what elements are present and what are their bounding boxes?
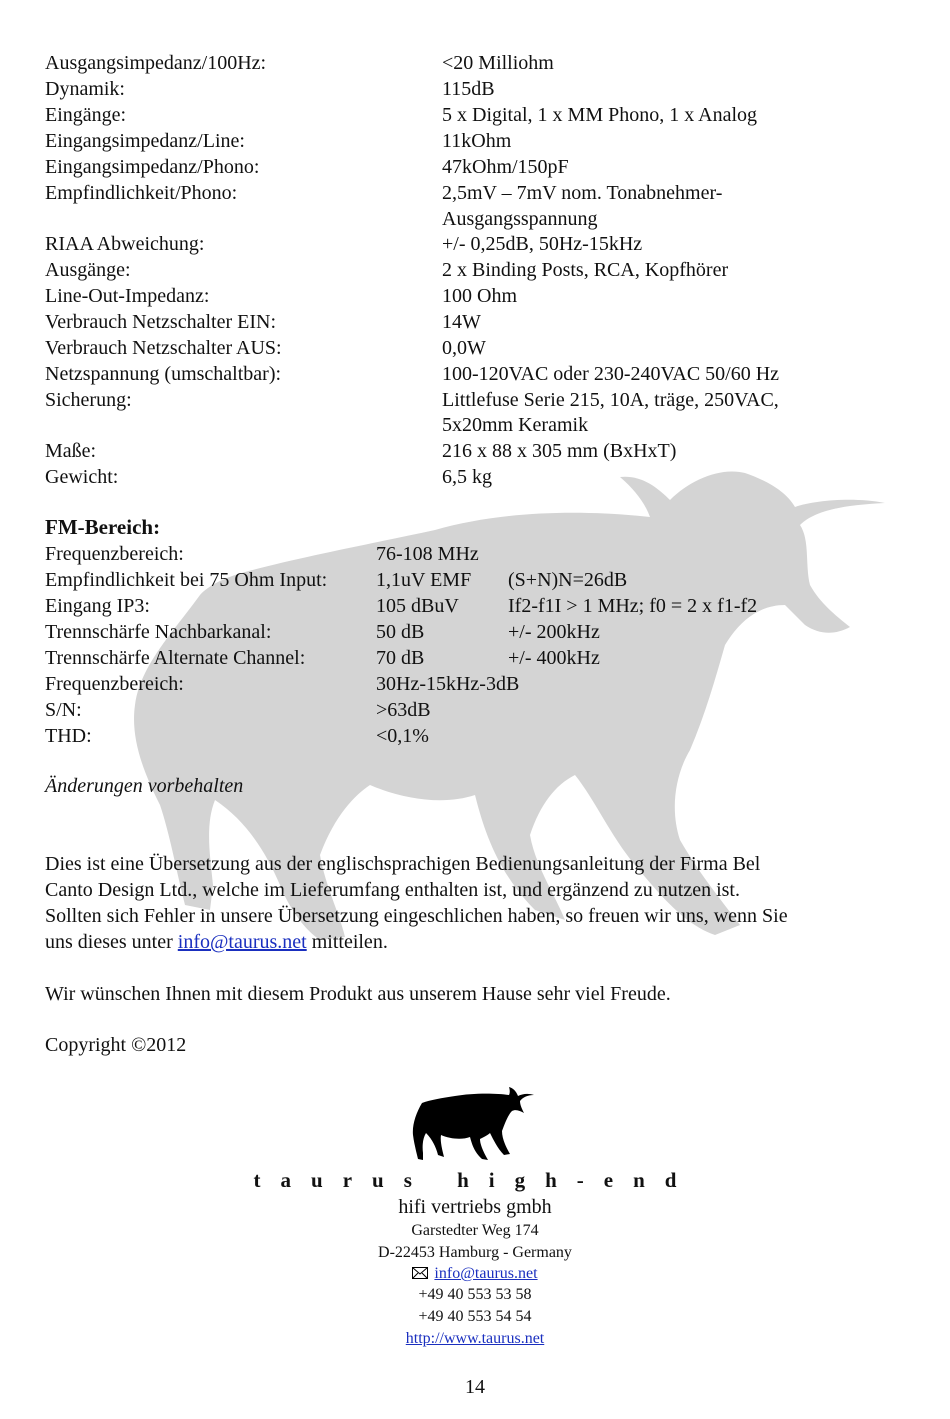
- address-street: Garstedter Weg 174: [411, 1222, 539, 1239]
- spec-value: 216 x 88 x 305 mm (BxHxT): [442, 440, 677, 462]
- paragraph-text: uns dieses unter: [45, 931, 178, 953]
- fm-label: S/N:: [45, 699, 82, 721]
- spec-value: 11kOhm: [442, 130, 512, 152]
- contact-email-link[interactable]: info@taurus.net: [434, 1265, 538, 1282]
- spec-label: Eingangsimpedanz/Phono:: [45, 156, 260, 178]
- fm-value: >63dB: [376, 699, 431, 721]
- spec-label: Maße:: [45, 440, 97, 462]
- email-link[interactable]: info@taurus.net: [177, 931, 307, 953]
- contact-email-row: [0, 1263, 950, 1284]
- fm-label: Frequenzbereich:: [45, 543, 184, 565]
- spec-label: Eingangsimpedanz/Line:: [45, 130, 245, 152]
- page-number: 14: [465, 1376, 485, 1398]
- spec-label: Gewicht:: [45, 466, 119, 488]
- bull-logo-image: [410, 1083, 535, 1165]
- paragraph-text: mitteilen.: [306, 931, 388, 953]
- spec-label: Dynamik:: [45, 78, 125, 100]
- fax-number: +49 40 553 54 54: [418, 1308, 532, 1325]
- website-link[interactable]: http://www.taurus.net: [405, 1330, 545, 1347]
- spec-value: 47kOhm/150pF: [442, 156, 569, 178]
- website-row: [0, 1328, 950, 1349]
- spec-label: Eingänge:: [45, 104, 127, 126]
- fm-value: 50 dB: [376, 621, 425, 643]
- address-city: D-22453 Hamburg - Germany: [378, 1244, 572, 1261]
- spec-value: 100-120VAC oder 230-240VAC 50/60 Hz: [442, 363, 780, 385]
- spec-label: Ausgänge:: [45, 259, 131, 281]
- fm-label: Trennschärfe Alternate Channel:: [45, 647, 306, 669]
- fm-value: 1,1uV EMF: [376, 569, 472, 591]
- fm-label: THD:: [45, 725, 92, 747]
- spec-value: 14W: [442, 311, 481, 333]
- company-brand: taurus high-end: [253, 1168, 697, 1192]
- spec-label: Netzspannung (umschaltbar):: [45, 363, 282, 385]
- fm-note: +/- 400kHz: [508, 647, 600, 669]
- fm-label: Trennschärfe Nachbarkanal:: [45, 621, 272, 643]
- spec-value: 100 Ohm: [442, 285, 517, 307]
- spec-value: 0,0W: [442, 337, 486, 359]
- fm-note: If2-f1I > 1 MHz; f0 = 2 x f1-f2: [508, 595, 758, 617]
- spec-label: RIAA Abweichung:: [45, 233, 205, 255]
- fm-label: Eingang IP3:: [45, 595, 150, 617]
- spec-value: Littlefuse Serie 215, 10A, träge, 250VAC,: [442, 389, 779, 411]
- fm-value: 70 dB: [376, 647, 425, 669]
- fm-label: Empfindlichkeit bei 75 Ohm Input:: [45, 569, 328, 591]
- spec-value: 5x20mm Keramik: [442, 414, 589, 436]
- fm-label: Frequenzbereich:: [45, 673, 184, 695]
- paragraph-line: Sollten sich Fehler in unsere Übersetzung eingeschlichen haben, so freuen wir uns, wenn Sie: [45, 905, 788, 927]
- paragraph-line: [45, 929, 905, 955]
- spec-value: 115dB: [442, 78, 495, 100]
- spec-label: Verbrauch Netzschalter AUS:: [45, 337, 282, 359]
- fm-note: +/- 200kHz: [508, 621, 600, 643]
- envelope-icon: [412, 1267, 428, 1279]
- spec-label: Ausgangsimpedanz/100Hz:: [45, 52, 267, 74]
- fm-value: 30Hz-15kHz-3dB: [376, 673, 520, 695]
- copyright-text: Copyright ©2012: [45, 1034, 187, 1056]
- spec-value: <20 Milliohm: [442, 52, 554, 74]
- translation-paragraph: [45, 851, 905, 955]
- spec-label: Verbrauch Netzschalter EIN:: [45, 311, 276, 333]
- fm-value: 105 dBuV: [376, 595, 459, 617]
- spec-value: 2 x Binding Posts, RCA, Kopfhörer: [442, 259, 729, 281]
- paragraph-line: Dies ist eine Übersetzung aus der englischsprachigen Bedienungsanleitung der Firma Bel: [45, 853, 761, 875]
- spec-value: 6,5 kg: [442, 466, 492, 488]
- fm-section-heading: FM-Bereich:: [45, 515, 161, 539]
- company-subname: hifi vertriebs gmbh: [398, 1196, 552, 1218]
- fm-note: (S+N)N=26dB: [508, 569, 628, 591]
- fm-value: 76-108 MHz: [376, 543, 479, 565]
- phone-number: +49 40 553 53 58: [418, 1286, 532, 1303]
- wish-paragraph: Wir wünschen Ihnen mit diesem Produkt aus unserem Hause sehr viel Freude.: [45, 983, 671, 1005]
- fm-value: <0,1%: [376, 725, 429, 747]
- paragraph-line: Canto Design Ltd., welche im Lieferumfang enthalten ist, und ergänzend zu nutzen ist.: [45, 879, 740, 901]
- spec-value: +/- 0,25dB, 50Hz-15kHz: [442, 233, 643, 255]
- spec-value: Ausgangsspannung: [442, 208, 598, 230]
- spec-label: Sicherung:: [45, 389, 132, 411]
- spec-value: 5 x Digital, 1 x MM Phono, 1 x Analog: [442, 104, 758, 126]
- spec-label: Empfindlichkeit/Phono:: [45, 182, 238, 204]
- changes-reserved-note: Änderungen vorbehalten: [45, 775, 244, 797]
- spec-value: 2,5mV – 7mV nom. Tonabnehmer-: [442, 182, 723, 204]
- spec-label: Line-Out-Impedanz:: [45, 285, 210, 307]
